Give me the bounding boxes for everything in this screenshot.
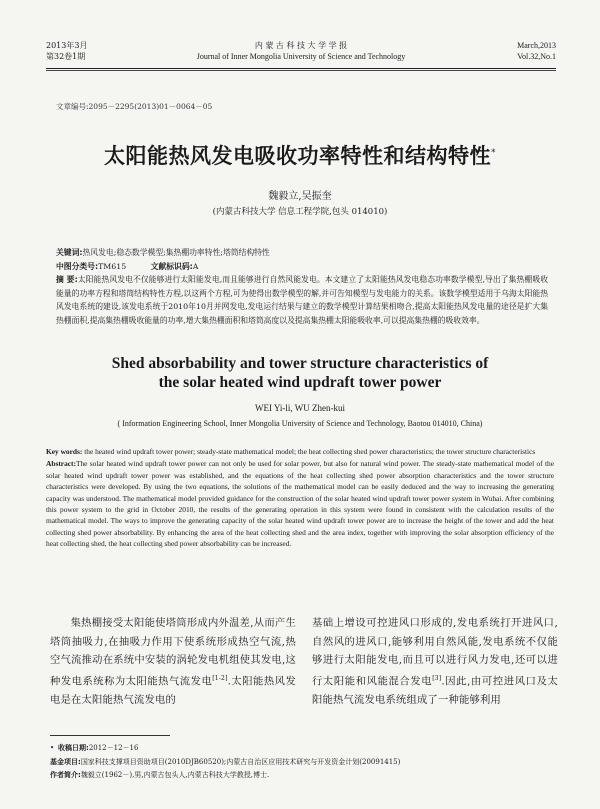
abstract-cn	[56, 273, 548, 327]
header-journal-name	[46, 40, 556, 62]
received-date: 2012－12－16	[88, 744, 139, 752]
abstract-en-text: The solar heated wind updraft tower power can not only be used for solar power, but also for natural wind power. The steady-state mathematical model of the solar heated wind updraft tower power was established, and the equations of the heat collecting shed power absorption characteristics and the tower structure characteristics were developed. By using the two equations, the solutions of the mathematical model can be easily deduced and the way to increasing the generating capacity was understood. The mathematical model provided guidance for the construction of the solar heated wind updraft tower power system in Wuhai. After combining this power system to the grid in October 2010, the results of the generating operation in this system were found in consistent with the calculation results of the mathematical model. The ways to improve the generating capacity of the solar heated wind updraft tower power are to increase the height of the tower and add the heat collecting shed power absorbability. By enhancing the area of the heat collecting shed and the area index, together with improving the solar absorption efficiency of the heat collecting shed, the heat collecting shed power absorbability can be increased.	[46, 459, 554, 549]
footnotes	[50, 742, 560, 783]
fund-label: 基金项目:	[50, 757, 81, 766]
keywords-cn	[56, 246, 548, 260]
abstract-cn-text: 太阳能热风发电不仅能够进行太阳能发电,而且能够进行自然风能发电。本文建立了太阳能热风发电稳态功率数学模型,导出了集热棚吸收能量的功率方程和塔筒结构特性方程,以这两个方程,可为使得出数学模型的解,并可告知模型与发电能力的关系。该数学模型适用于乌海太阳能热风发电系统的建设,该发电系统于2010年10月并网发电,发电运行结果与建立的数学模型计算结果相吻合,提高太阳能热风发电量的途径是扩大集热棚面积,提高集热棚吸收能量的功率,增大集热棚面积和塔筒高度以及提高集热棚太阳能吸收率,可以提高集热棚的吸收效率。	[56, 275, 549, 325]
doc-code-label: 文献标识码:	[150, 261, 193, 271]
title-en-line2: the solar heated wind updraft tower power	[158, 374, 442, 391]
citation-ref: [1-2]	[212, 674, 228, 682]
abstract-en-block	[46, 446, 554, 551]
keywords-en-text: the heated wind updraft tower power; steady-state mathematical model; the heat collecting shed power characteristics; the tower structure characteristics	[84, 447, 536, 456]
author-bio-label: 作者简介:	[50, 771, 81, 779]
header-date-en: March,2013	[517, 41, 556, 50]
footnote-fund	[50, 756, 560, 770]
title-en	[0, 354, 600, 392]
affiliation-cn: (内蒙古科技大学 信息工程学院,包头 014010)	[212, 207, 388, 217]
clc-number: TM615	[98, 261, 127, 271]
title-en-line1: Shed absorbability and tower structure characteristics of	[111, 355, 489, 372]
keywords-cn-text: 热风发电;稳态数学模型;集热棚功率特性;塔筒结构特性	[82, 248, 270, 257]
received-label: 收稿日期:	[58, 744, 89, 752]
title-cn-text: 太阳能热风发电吸收功率特性和结构特性	[104, 144, 491, 168]
clc-label: 中图分类号:	[56, 261, 99, 271]
citation-ref: [3]	[432, 674, 442, 682]
authors-cn: 魏毅立,吴振奎	[268, 191, 332, 202]
title-cn	[0, 140, 600, 170]
footnote-received	[50, 742, 560, 756]
fund-text: 国家科技支撑项目资助项目(2010DJB60520);内蒙古自治区应用技术研究与开发资金计划(20091415)	[80, 757, 401, 766]
title-footnote-mark: *	[491, 148, 496, 158]
abstract-en	[46, 458, 554, 549]
body-right-text: 基础上增设可控进风口形成的,发电系统打开进风口,自然风的进风口,能够利用自然风能,发电系统不仅能够进行太阳能发电,而且可以进行风力发电,还可以进行太阳能和风能混合发电	[312, 617, 558, 688]
body-column-left	[50, 614, 296, 709]
body-column-right	[312, 614, 558, 709]
keywords-en	[46, 446, 554, 457]
keywords-cn-label: 关键词:	[56, 248, 83, 257]
classification-line	[56, 260, 548, 274]
header-date-volume-en	[517, 40, 556, 62]
header-divider-thin	[46, 70, 556, 71]
journal-name-en: Journal of Inner Mongolia University of Science and Technology	[196, 52, 406, 61]
header-volume-en: Vol.32,No.1	[517, 52, 556, 61]
article-id: 文章编号:2095－2295(2013)01－0064－05	[56, 102, 213, 111]
header-divider	[46, 68, 556, 69]
header-volume: 第32卷1期	[46, 52, 86, 61]
keywords-en-label: Key words:	[46, 447, 83, 456]
doc-code: A	[192, 261, 199, 271]
running-header	[46, 40, 556, 68]
abstract-en-label: Abstract:	[46, 459, 76, 469]
header-date: 2013年3月	[46, 41, 88, 50]
body-left-text: 集热棚接受太阳能使塔筒形成内外温差,从而产生塔筒抽吸力,在抽吸力作用下使系统形成热空气流,热空气流推动在系统中安装的涡轮发电机组使其发电,这种发电系统称为太阳能热气流发电	[50, 617, 296, 688]
authors-en: WEI Yi-li, WU Zhen-kui	[255, 403, 345, 413]
abstract-cn-block	[56, 246, 548, 327]
body-right-tail: .因此,由可控进风口及太阳能热气流发电系统组成了一种能够利用	[312, 675, 558, 706]
abstract-cn-label: 摘 要:	[56, 275, 78, 284]
footnote-divider	[50, 735, 170, 736]
footnote-author	[50, 769, 560, 783]
author-bio-text: 魏毅立(1962－),男,内蒙古包头人,内蒙古科技大学教授,博士.	[80, 771, 270, 779]
body-left-tail: .太阳能热风发电是在太阳能热气流发电的	[50, 675, 296, 706]
affiliation-en: ( Information Engineering School, Inner Mongolia University of Science and Technology, Baotou 014010, China)	[117, 419, 483, 428]
journal-name-cn: 内 蒙 古 科 技 大 学 学 报	[254, 41, 348, 50]
bullet-icon: •	[50, 744, 55, 752]
